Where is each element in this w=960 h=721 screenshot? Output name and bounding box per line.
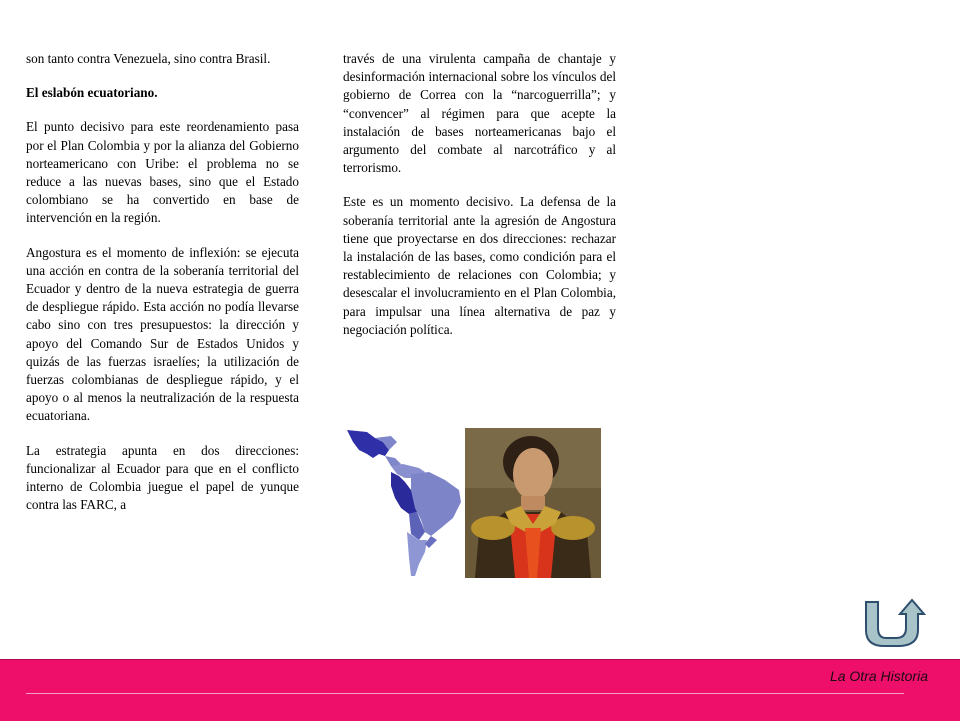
bolivar-portrait-image [465,428,601,578]
section-heading: El eslabón ecuatoriano. [26,85,158,101]
return-arrow-icon[interactable] [862,598,928,648]
paragraph: Este es un momento decisivo. La defensa de la soberanía territorial ante la agresión de Angostura tiene que proyectarse en dos direcciones: rechazar la instalación de las bases, como condición para el restablecimiento de relaciones con Colombia; y desescalar el involucramiento en el Plan Colombia, para impulsar una línea alternativa de paz y negociación política. [343,194,616,337]
paragraph: Angostura es el momento de inflexión: se ejecuta una acción en contra de la soberanía territorial del Ecuador y dentro de la nueva estrategia de guerra de despliegue rápido. Esta acción no podía llevarse cabo sino con tres presupuestos: la dirección y apoyo del Comando Sur de Estados Unidos y quizás de las fuerzas israelíes; la utilización de fuerzas colombianas de despliegue rápido, y el apoyo o al menos la neutralización de la respuesta ecuatoriana. [26,244,299,424]
latin-america-map-image [345,428,463,578]
illustrations [345,428,601,578]
paragraph: través de una virulenta campaña de chantaje y desinformación internacional sobre los vínculos del gobierno de Correa con la “narcoguerrilla”; y “convencer” al régimen para que acepte la instalación de bases norteamericanas bajo el argumento del combate al narcotráfico y al terrorismo. [343,51,616,176]
left-column [26,50,299,530]
paragraph: El punto decisivo para este reordenamiento pasa por el Plan Colombia y por la alianza del Gobierno norteamericano con Uribe: el problema no se reduce a las nuevas bases, sino que el Estado colombiano se ha convertido en base de intervención en la región. [26,119,299,226]
paragraph: son tanto contra Venezuela, sino contra Brasil. [26,51,271,66]
footer-bar [0,659,960,721]
right-column [343,50,616,355]
paragraph: La estrategia apunta en dos direcciones: funcionalizar al Ecuador para que en el conflicto interno de Colombia juegue el papel de yunque contra las FARC, a [26,442,299,513]
footer-divider [26,693,904,694]
footer-title: La Otra Historia [829,668,928,684]
